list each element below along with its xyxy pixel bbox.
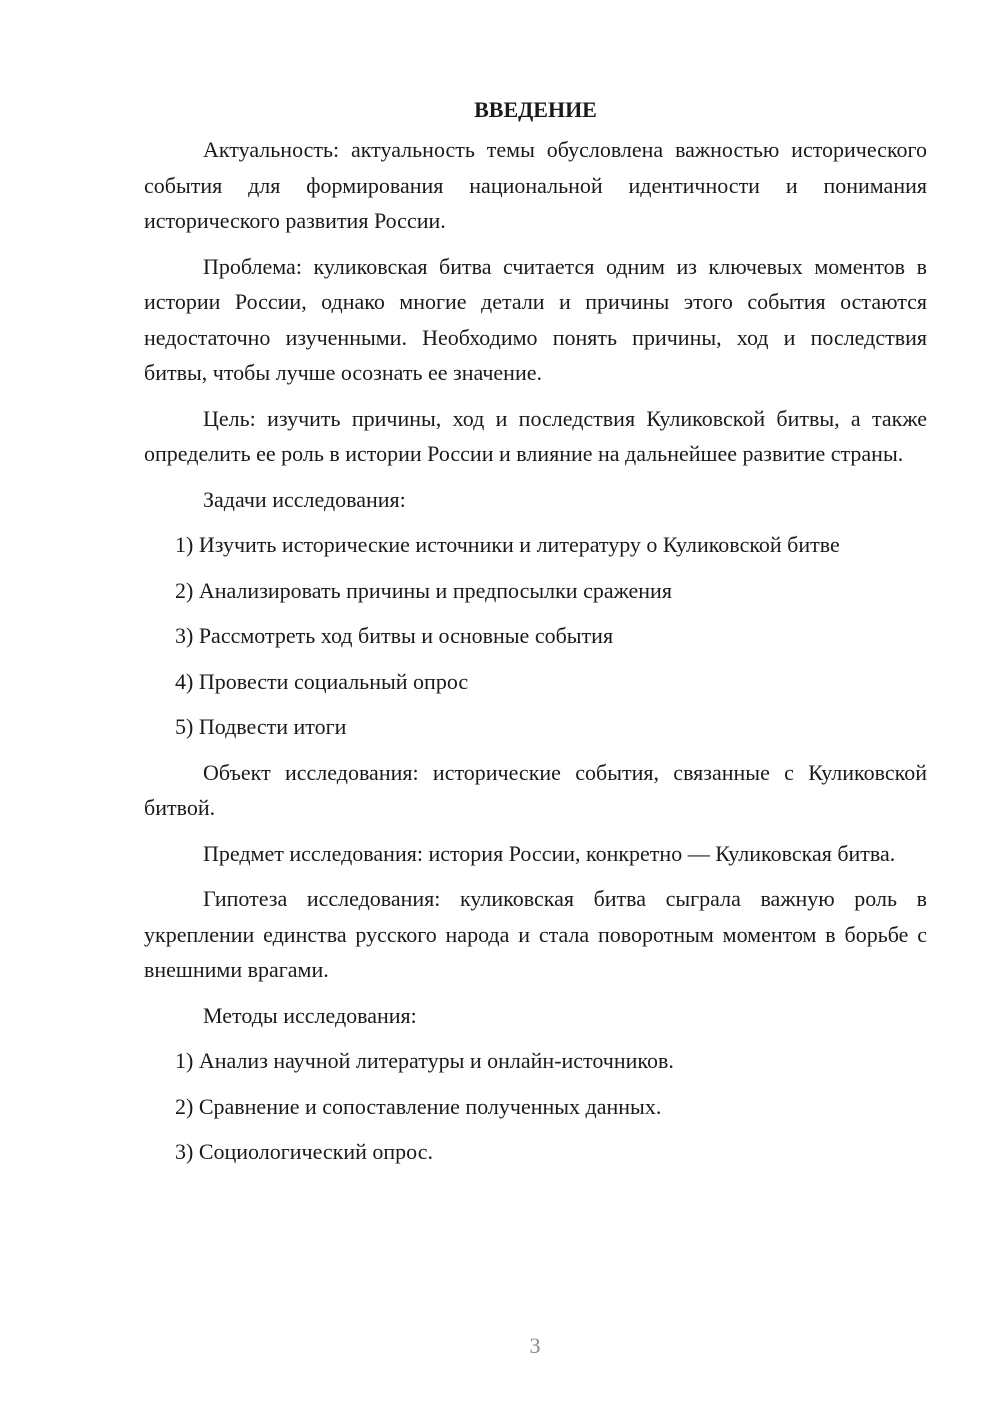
tasks-label: Задачи исследования: [203, 486, 406, 512]
task-item: 1) Изучить исторические источники и литературу о Куликовской битве [175, 532, 840, 557]
section-heading: ВВЕДЕНИЕ [474, 97, 597, 122]
methods-label: Методы исследования: [203, 1002, 417, 1028]
problem-paragraph: Проблема: куликовская битва считается одним из ключевых моментов в истории России, однако многие детали и причины этого события остаются недостаточно изученными. Необходимо понять причины, ход и последствия битвы, чтобы лучше осознать ее значение. [144, 253, 927, 385]
task-item: 3) Рассмотреть ход битвы и основные события [175, 623, 614, 648]
goal-paragraph: Цель: изучить причины, ход и последствия Куликовской битвы, а также определить ее роль в истории России и влияние на дальнейшее развитие страны. [144, 405, 927, 466]
relevance-paragraph: Актуальность: актуальность темы обусловлена важностью исторического события для формирования национальной идентичности и понимания исторического развития России. [144, 137, 927, 233]
hypothesis-paragraph: Гипотеза исследования: куликовская битва сыграла важную роль в укреплении единства русского народа и стала поворотным моментом в борьбе с внешними врагами. [144, 886, 927, 982]
task-item: 5) Подвести итоги [175, 714, 347, 739]
method-item: 1) Анализ научной литературы и онлайн-источников. [175, 1048, 674, 1073]
task-item: 4) Провести социальный опрос [175, 668, 469, 694]
page-number: 3 [529, 1333, 541, 1358]
document-page [144, 92, 927, 1180]
method-item: 2) Сравнение и сопоставление полученных данных. [175, 1093, 662, 1119]
task-item: 2) Анализировать причины и предпосылки сражения [175, 577, 672, 603]
object-paragraph: Объект исследования: исторические события, связанные с Куликовской битвой. [144, 759, 927, 820]
method-item: 3) Социологический опрос. [175, 1139, 433, 1164]
subject-paragraph: Предмет исследования: история России, конкретно — Куликовская битва. [203, 840, 896, 866]
